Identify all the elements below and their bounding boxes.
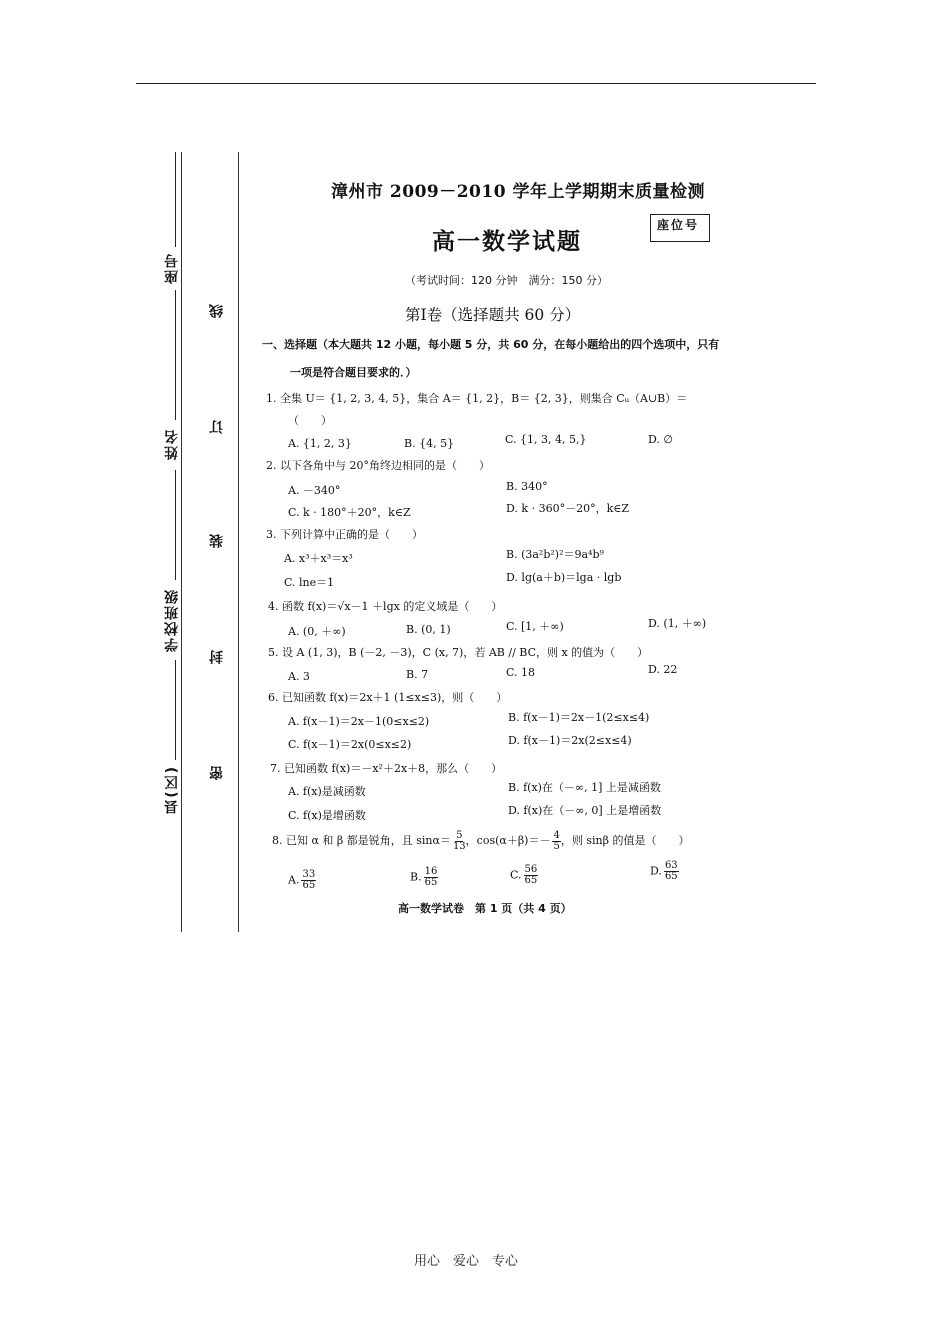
seal-label-xian: 线: [209, 302, 225, 318]
question-stem: [272, 830, 689, 852]
paper-title: 高一数学试题: [432, 228, 582, 255]
option-a[interactable]: A. 3: [288, 670, 310, 683]
option-d[interactable]: D. lg(a＋b)＝lga · lgb: [506, 571, 622, 584]
question-stem: 2. 以下各角中与 20°角终边相同的是（ ）: [266, 459, 490, 472]
class-blank[interactable]: [175, 470, 176, 580]
seal-label-feng: 封: [209, 648, 225, 664]
denominator: 65: [664, 871, 678, 882]
denominator: 13: [452, 840, 466, 852]
numerator: 33: [302, 869, 316, 880]
option-d[interactable]: D. ∅: [648, 433, 674, 446]
exam-title: 漳州市 2009－2010 学年上学期期末质量检测: [331, 182, 705, 202]
option-b[interactable]: [410, 867, 438, 888]
seal-label-ding: 订: [209, 418, 225, 434]
option-b[interactable]: B. 7: [406, 668, 429, 681]
option-c[interactable]: C. k · 180°＋20°，k∈Z: [288, 506, 411, 519]
fraction-sin-alpha: [453, 831, 466, 852]
option-b[interactable]: B. f(x)在（－∞, 1] 上是减函数: [508, 781, 661, 794]
numerator: 56: [524, 864, 538, 875]
question-stem: 5. 设 A (1, 3)，B (－2, －3)，C (x, 7)，若 AB // BC，则 x 的值为（ ）: [268, 646, 649, 659]
option-c[interactable]: C. {1, 3, 4, 5,}: [505, 433, 587, 446]
option-fraction: [664, 861, 679, 882]
denominator: 65: [524, 875, 538, 886]
option-fraction: [301, 870, 316, 891]
numerator: 63: [664, 860, 678, 871]
option-b[interactable]: B. f(x－1)＝2x－1(2≤x≤4): [508, 711, 650, 724]
section-title: 第Ⅰ卷（选择题共 60 分）: [405, 306, 581, 324]
option-d[interactable]: D. f(x－1)＝2x(2≤x≤4): [508, 734, 632, 747]
option-b[interactable]: B. (3a²b²)²＝9a⁴b⁹: [506, 548, 604, 561]
option-fraction: [524, 865, 539, 886]
option-label: A.: [288, 873, 300, 887]
denominator: 65: [302, 880, 316, 891]
label-county: 县(区): [164, 765, 180, 814]
stem-part-c: ，则 sinβ 的值是（ ）: [560, 834, 690, 847]
seal-label-mi: 密: [209, 764, 225, 780]
question-stem: 1. 全集 U＝ {1, 2, 3, 4, 5}，集合 A＝ {1, 2}，B＝ {2, 3}，则集合 Cᵤ（A∪B）＝: [266, 392, 688, 405]
top-rule: [136, 83, 816, 84]
question-stem: 3. 下列计算中正确的是（ ）: [266, 528, 423, 541]
option-b[interactable]: B. (0, 1): [406, 623, 451, 636]
option-b[interactable]: B. 340°: [506, 480, 548, 493]
numerator: 16: [424, 866, 438, 877]
option-a[interactable]: A. x³＋x³＝x³: [284, 552, 353, 565]
option-c[interactable]: C. [1, ＋∞): [506, 620, 564, 633]
seal-label-zhuang: 装: [209, 532, 225, 548]
option-c[interactable]: C. f(x)是增函数: [288, 809, 366, 822]
option-label: C.: [510, 868, 522, 882]
option-a[interactable]: A. －340°: [288, 484, 341, 497]
stem-part-a: 8. 已知 α 和 β 都是锐角，且 sinα＝: [272, 834, 451, 847]
name-blank[interactable]: [175, 290, 176, 420]
option-c[interactable]: C. f(x－1)＝2x(0≤x≤2): [288, 738, 412, 751]
question-stem-cont: （ ）: [288, 414, 332, 427]
option-d[interactable]: D. (1, ＋∞): [648, 617, 707, 630]
seat-number-blank[interactable]: [175, 152, 176, 247]
option-b[interactable]: B. {4, 5}: [404, 437, 455, 450]
option-a[interactable]: [288, 870, 316, 891]
fraction-cos-sum: [552, 831, 560, 852]
numerator: 5: [456, 829, 463, 841]
question-stem: 4. 函数 f(x)＝√x－1 ＋lgx 的定义域是（ ）: [268, 600, 503, 613]
question-stem: 6. 已知函数 f(x)＝2x＋1 (1≤x≤3)，则（ ）: [268, 691, 508, 704]
label-name: 姓名: [164, 428, 180, 460]
question-stem: 7. 已知函数 f(x)＝－x²＋2x＋8，那么（ ）: [270, 762, 503, 775]
option-fraction: [424, 867, 439, 888]
seat-number-box[interactable]: 座位号: [650, 214, 710, 242]
denominator: 65: [424, 877, 438, 888]
option-d[interactable]: D. k · 360°－20°，k∈Z: [506, 502, 630, 515]
option-c[interactable]: C. lne＝1: [284, 576, 335, 589]
option-d[interactable]: D. 22: [648, 663, 678, 676]
exam-info: （考试时间：120 分钟 满分：150 分）: [405, 274, 608, 287]
option-c[interactable]: [510, 865, 538, 886]
option-a[interactable]: A. f(x－1)＝2x－1(0≤x≤2): [288, 715, 430, 728]
option-a[interactable]: A. f(x)是减函数: [288, 785, 366, 798]
label-seat-number: 座号: [164, 252, 180, 284]
option-d[interactable]: D. f(x)在（－∞, 0] 上是增函数: [508, 804, 662, 817]
instructions-line-2: 一项是符合题目要求的．）: [290, 366, 417, 379]
option-d[interactable]: [650, 861, 679, 882]
label-class: 班级: [164, 588, 180, 620]
option-label: B.: [410, 870, 422, 884]
binding-line-inner: [238, 152, 239, 932]
numerator: 4: [553, 829, 560, 841]
option-a[interactable]: A. (0, ＋∞): [288, 625, 346, 638]
option-a[interactable]: A. {1, 2, 3}: [288, 437, 352, 450]
stem-part-b: ，cos(α＋β)＝－: [465, 834, 551, 847]
instructions-line-1: 一、选择题（本大题共 12 小题，每小题 5 分，共 60 分，在每小题给出的四个选项中，只有: [262, 338, 720, 351]
label-school: 学校: [164, 620, 180, 652]
page-number: 高一数学试卷 第 1 页（共 4 页）: [398, 902, 572, 915]
bottom-footer: 用心 爱心 专心: [414, 1254, 519, 1269]
option-c[interactable]: C. 18: [506, 666, 536, 679]
option-label: D.: [650, 864, 662, 878]
denominator: 5: [553, 840, 560, 852]
school-blank[interactable]: [175, 660, 176, 760]
